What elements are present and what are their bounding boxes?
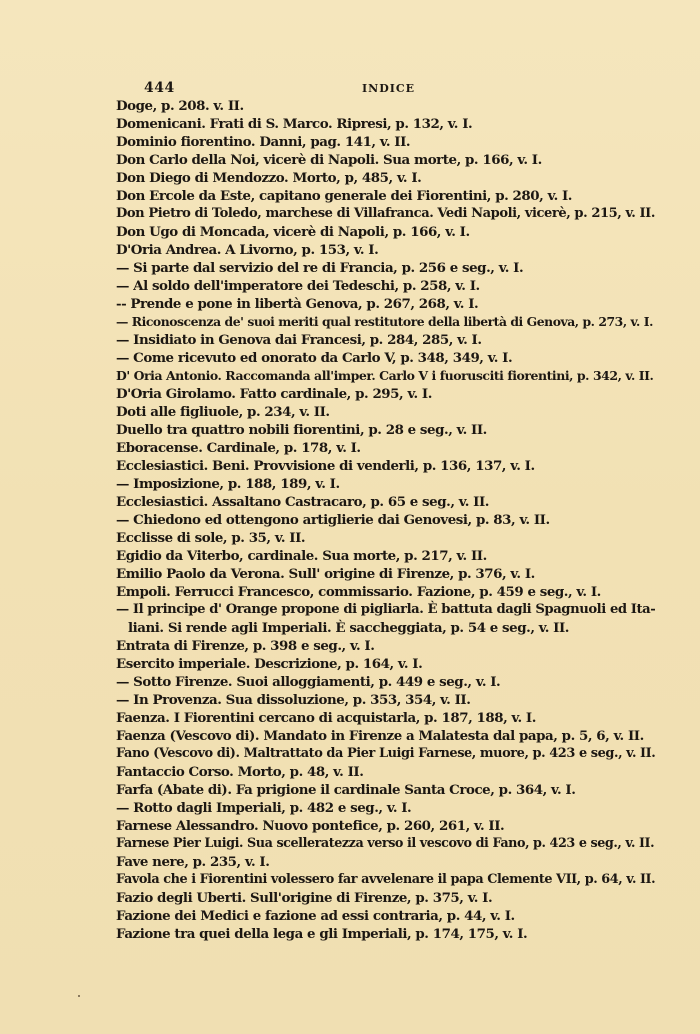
index-entry: Don Pietro di Toledo, marchese di Villafranca. Vedi Napoli, vicerè, p. 215, v. II. xyxy=(116,206,655,221)
index-entry: Fano (Vescovo di). Maltrattato da Pier Luigi Farnese, muore, p. 423 e seg., v. II. xyxy=(116,746,656,761)
index-entry: -- Prende e pone in libertà Genova, p. 267, 268, v. I. xyxy=(116,296,479,312)
index-entry: — In Provenza. Sua dissoluzione, p. 353, 354, v. II. xyxy=(116,692,471,708)
page-number: 444 xyxy=(144,80,175,96)
index-entry: Fazione dei Medici e fazione ad essi contraria, p. 44, v. I. xyxy=(116,908,515,924)
index-entry: Ecclesiastici. Beni. Provvisione di venderli, p. 136, 137, v. I. xyxy=(116,458,535,474)
index-entries xyxy=(116,97,656,943)
index-entry: Fave nere, p. 235, v. I. xyxy=(116,854,270,870)
index-entry: — Come ricevuto ed onorato da Carlo V, p. 348, 349, v. I. xyxy=(116,350,513,366)
index-entry: Duello tra quattro nobili fiorentini, p. 28 e seg., v. II. xyxy=(116,422,487,438)
index-entry: D'Oria Girolamo. Fatto cardinale, p. 295, v. I. xyxy=(116,386,432,402)
index-entry: Don Carlo della Noi, vicerè di Napoli. Sua morte, p. 166, v. I. xyxy=(116,152,542,168)
index-entry: — Si parte dal servizio del re di Francia, p. 256 e seg., v. I. xyxy=(116,260,524,276)
index-entry: Ecclesiastici. Assaltano Castracaro, p. 65 e seg., v. II. xyxy=(116,494,490,510)
index-entry: — Il principe d' Orange propone di pigliarla. È battuta dagli Spagnuoli ed Ita- xyxy=(116,602,656,617)
index-entry: — Rotto dagli Imperiali, p. 482 e seg., v. I. xyxy=(116,800,412,816)
index-entry: Doge, p. 208. v. II. xyxy=(116,98,244,114)
index-entry: liani. Si rende agli Imperiali. È saccheggiata, p. 54 e seg., v. II. xyxy=(128,620,570,636)
index-entry: Fazione tra quei della lega e gli Imperiali, p. 174, 175, v. I. xyxy=(116,926,528,942)
index-entry: Fantaccio Corso. Morto, p. 48, v. II. xyxy=(116,764,364,780)
index-entry: Ecclisse di sole, p. 35, v. II. xyxy=(116,530,306,546)
index-entry: — Imposizione, p. 188, 189, v. I. xyxy=(116,476,340,492)
index-entry: Egidio da Viterbo, cardinale. Sua morte, p. 217, v. II. xyxy=(116,548,487,564)
index-entry: Empoli. Ferrucci Francesco, commissario. Fazione, p. 459 e seg., v. I. xyxy=(116,584,601,600)
index-entry: — Sotto Firenze. Suoi alloggiamenti, p. 449 e seg., v. I. xyxy=(116,674,501,690)
index-entry: — Riconoscenza de' suoi meriti qual restitutore della libertà di Genova, p. 273, v. I. xyxy=(116,314,653,329)
index-entry: Eboracense. Cardinale, p. 178, v. I. xyxy=(116,440,361,456)
index-entry: Favola che i Fiorentini volessero far avvelenare il papa Clemente VII, p. 64, v. II. xyxy=(116,872,656,887)
index-entry: Farfa (Abate di). Fa prigione il cardinale Santa Croce, p. 364, v. I. xyxy=(116,782,576,798)
running-head xyxy=(144,80,644,98)
section-title: INDICE xyxy=(362,82,416,95)
index-entry: — Chiedono ed ottengono artiglierie dai Genovesi, p. 83, v. II. xyxy=(116,512,550,528)
index-entry: Don Ugo di Moncada, vicerè di Napoli, p. 166, v. I. xyxy=(116,224,470,240)
index-entry: Esercito imperiale. Descrizione, p. 164, v. I. xyxy=(116,656,423,672)
index-entry: — Insidiato in Genova dai Francesi, p. 284, 285, v. I. xyxy=(116,332,482,348)
index-entry: D' Oria Antonio. Raccomanda all'imper. Carlo V i fuorusciti fiorentini, p. 342, v. II. xyxy=(116,368,654,383)
index-entry: D'Oria Andrea. A Livorno, p. 153, v. I. xyxy=(116,242,379,258)
index-entry: Fazio degli Uberti. Sull'origine di Firenze, p. 375, v. I. xyxy=(116,890,493,906)
index-entry: — Al soldo dell'imperatore dei Tedeschi, p. 258, v. I. xyxy=(116,278,480,294)
index-entry: Faenza. I Fiorentini cercano di acquistarla, p. 187, 188, v. I. xyxy=(116,710,536,726)
index-entry: Dominio fiorentino. Danni, pag. 141, v. II. xyxy=(116,134,411,150)
index-entry: Domenicani. Frati di S. Marco. Ripresi, p. 132, v. I. xyxy=(116,116,473,132)
index-entry: Doti alle figliuole, p. 234, v. II. xyxy=(116,404,330,420)
index-entry: Don Ercole da Este, capitano generale dei Fiorentini, p. 280, v. I. xyxy=(116,188,573,204)
index-entry: Faenza (Vescovo di). Mandato in Firenze a Malatesta dal papa, p. 5, 6, v. II. xyxy=(116,728,644,744)
index-entry: Farnese Pier Luigi. Sua scelleratezza verso il vescovo di Fano, p. 423 e seg., v. II. xyxy=(116,836,655,851)
index-entry: Don Diego di Mendozzo. Morto, p, 485, v. I. xyxy=(116,170,422,186)
paper-speck xyxy=(78,995,80,997)
index-entry: Entrata di Firenze, p. 398 e seg., v. I. xyxy=(116,638,375,654)
index-entry: Emilio Paolo da Verona. Sull' origine di Firenze, p. 376, v. I. xyxy=(116,566,535,582)
index-entry: Farnese Alessandro. Nuovo pontefice, p. 260, 261, v. II. xyxy=(116,818,505,834)
